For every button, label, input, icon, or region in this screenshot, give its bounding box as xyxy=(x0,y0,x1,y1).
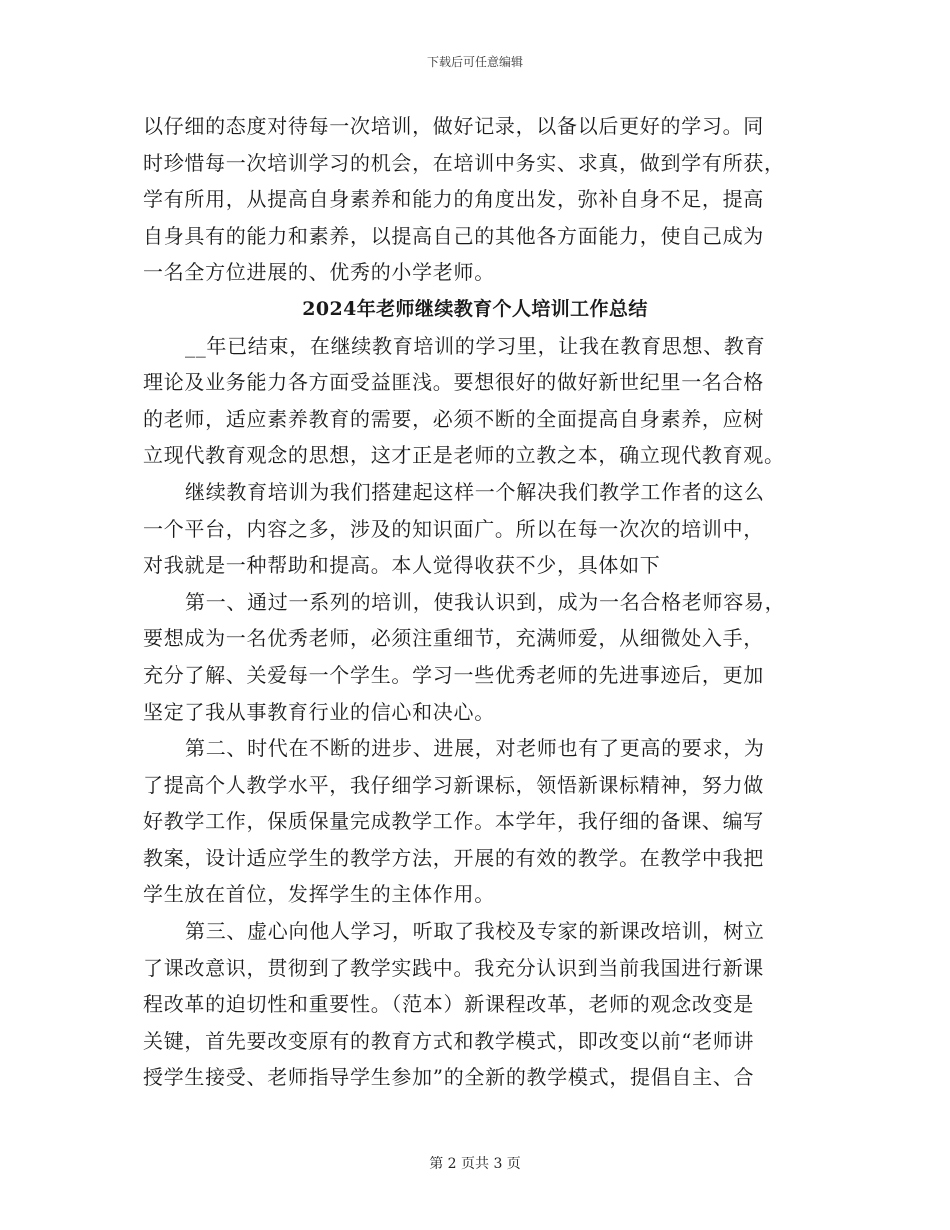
text-line: 第二、时代在不断的进步、进展，对老师也有了更高的要求，为 xyxy=(185,736,765,761)
text-line: 了课改意识，贯彻到了教学实践中。我充分认识到当前我国进行新课 xyxy=(143,955,764,980)
paragraph xyxy=(143,584,807,730)
document-body xyxy=(143,108,807,1096)
text-line: 以仔细的态度对待每一次培训，做好记录，以备以后更好的学习。同 xyxy=(143,114,764,138)
text-line: 教案，设计适应学生的教学方法，开展的有效的教学。在教学中我把 xyxy=(143,845,764,870)
text-line: 一个平台，内容之多，涉及的知识面广。所以在每一次次的培训中， xyxy=(143,516,764,541)
text-line: 授学生接受、老师指导学生参加”的全新的教学模式，提倡自主、合 xyxy=(143,1065,755,1090)
text-line: 学有所用，从提高自身素养和能力的角度出发，弥补自身不足，提高 xyxy=(143,187,764,212)
paragraph-continued xyxy=(143,108,807,291)
text-line: 坚定了我从事教育行业的信心和决心。 xyxy=(143,699,495,724)
text-line: 理论及业务能力各方面受益匪浅。要想很好的做好新世纪里一名合格 xyxy=(143,370,764,395)
text-line: 立现代教育观念的思想，这才正是老师的立教之本，确立现代教育观。 xyxy=(143,443,785,468)
text-line: 第一、通过一系列的培训，使我认识到，成为一名合格老师容易， xyxy=(185,589,786,614)
section-title: 2024年老师继续教育个人培训工作总结 xyxy=(302,297,648,320)
text-line: 了提高个人教学水平，我仔细学习新课标，领悟新课标精神，努力做 xyxy=(143,772,764,797)
text-line: 好教学工作，保质保量完成教学工作。本学年，我仔细的备课、编写 xyxy=(143,809,764,834)
text-line: 时珍惜每一次培训学习的机会，在培训中务实、求真，做到学有所获， xyxy=(143,150,785,175)
text-line: 一名全方位进展的、优秀的小学老师。 xyxy=(143,260,495,285)
text-line: 充分了解、关爱每一个学生。学习一些优秀老师的先进事迹后，更加 xyxy=(143,662,764,687)
paragraph xyxy=(143,730,807,913)
text-line: 要想成为一名优秀老师，必须注重细节，充满师爱，从细微处入手， xyxy=(143,626,764,651)
text-line: 的老师，适应素养教育的需要，必须不断的全面提高自身素养，应树 xyxy=(143,406,764,431)
text-line: 关键，首先要改变原有的教育方式和教学模式，即改变以前“老师讲 xyxy=(143,1028,755,1053)
page-header: 下载后可任意编辑 xyxy=(426,55,523,69)
paragraph xyxy=(143,913,807,1096)
text-line: 学生放在首位，发挥学生的主体作用。 xyxy=(143,882,495,907)
page-footer: 第 2 页共 3 页 xyxy=(429,1156,521,1172)
text-line: 对我就是一种帮助和提高。本人觉得收获不少，具体如下 xyxy=(143,553,661,578)
text-line: 继续教育培训为我们搭建起这样一个解决我们教学工作者的这么 xyxy=(185,479,765,504)
text-line: 程改革的迫切性和重要性。（范本）新课程改革，老师的观念改变是 xyxy=(143,992,754,1017)
paragraph xyxy=(143,474,807,584)
text-line: __年已结束，在继续教育培训的学习里，让我在教育思想、教育 xyxy=(185,333,766,358)
text-line: 自身具有的能力和素养，以提高自己的其他各方面能力，使自己成为 xyxy=(143,223,764,248)
text-line: 第三、虚心向他人学习，听取了我校及专家的新课改培训，树立 xyxy=(185,919,765,944)
paragraph xyxy=(143,328,807,474)
